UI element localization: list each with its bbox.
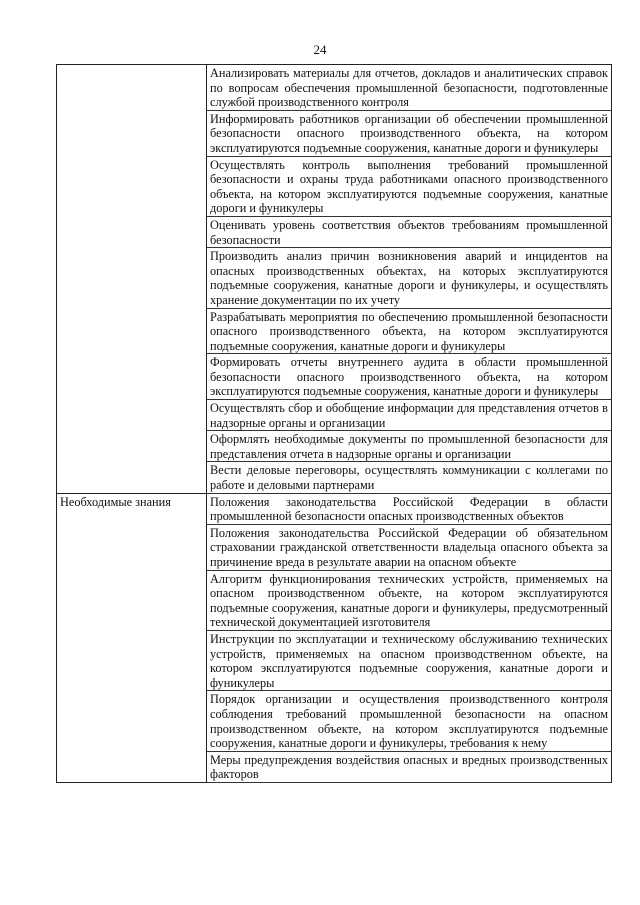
row-label-necessary-knowledge: Необходимые знания bbox=[57, 493, 207, 782]
row-label-cell-empty bbox=[57, 65, 207, 494]
item-cell bbox=[207, 216, 612, 247]
item-text: Формировать отчеты внутреннего аудита в области промышленной безопасности опасного производственного объекта, на котором эксплуатируются подъемные сооружения, канатные дороги и фуникулеры bbox=[210, 355, 608, 399]
item-text: Алгоритм функционирования технических устройств, применяемых на опасном производственном объекте, на котором эксплуатируются подъемные сооружения, канатные дороги и фуникулеры, предусмотренный технической документацией изготовителя bbox=[210, 571, 608, 630]
item-text: Разрабатывать мероприятия по обеспечению промышленной безопасности опасного производственного объекта, на котором эксплуатируются подъемные сооружения, канатные дороги и фуникулеры bbox=[210, 309, 608, 353]
item-cell bbox=[207, 354, 612, 400]
item-text: Инструкции по эксплуатации и техническому обслуживанию технических устройств, применяемых на опасном производственном объекте, на котором эксплуатируются подъемные сооружения, канатные дороги и фуникулеры bbox=[210, 631, 608, 690]
item-cell bbox=[207, 400, 612, 431]
item-cell bbox=[207, 691, 612, 751]
item-cell bbox=[207, 524, 612, 570]
item-cell bbox=[207, 493, 612, 524]
item-cell bbox=[207, 431, 612, 462]
item-text: Осуществлять контроль выполнения требований промышленной безопасности и охраны труда работниками опасного производственного объекта, на котором эксплуатируются подъемные сооружения, канатные дороги и фуникулеры bbox=[210, 157, 608, 216]
item-text: Информировать работников организации об обеспечении промышленной безопасности опасного производственного объекта, на котором эксплуатируются подъемные сооружения, канатные дороги и фуникулеры bbox=[210, 111, 608, 155]
item-cell bbox=[207, 462, 612, 493]
item-text: Положения законодательства Российской Федерации в области промышленной безопасности опасных производственных объектов bbox=[210, 494, 608, 524]
item-text: Оформлять необходимые документы по промышленной безопасности для представления отчета в надзорные органы и организации bbox=[210, 432, 608, 461]
page-number: 24 bbox=[313, 42, 327, 57]
item-text: Положения законодательства Российской Федерации об обязательном страховании гражданской ответственности владельца опасного объекта за причинение вреда в результате аварии на опасном объекте bbox=[210, 525, 608, 569]
item-cell bbox=[207, 156, 612, 216]
item-cell bbox=[207, 570, 612, 630]
item-cell bbox=[207, 65, 612, 111]
item-text: Меры предупреждения воздействия опасных и вредных производственных факторов bbox=[210, 752, 608, 782]
table-row bbox=[57, 65, 612, 111]
item-text: Производить анализ причин возникновения аварий и инцидентов на опасных производственных объектах, на которых эксплуатируются подъемные сооружения, канатные дороги и фуникулеры, и осуществлять хранение документации по их учету bbox=[210, 249, 608, 307]
item-cell bbox=[207, 248, 612, 308]
item-text: Вести деловые переговоры, осуществлять коммуникации с коллегами по работе и деловыми партнерами bbox=[210, 463, 608, 493]
item-text: Анализировать материалы для отчетов, докладов и аналитических справок по вопросам обеспечения промышленной безопасности, подготовленные службой производственного контроля bbox=[210, 66, 608, 110]
table-row bbox=[57, 493, 612, 524]
item-cell bbox=[207, 630, 612, 690]
table-body bbox=[57, 65, 612, 783]
item-cell bbox=[207, 308, 612, 354]
item-cell bbox=[207, 110, 612, 156]
item-text: Осуществлять сбор и обобщение информации для представления отчетов в надзорные органы и организации bbox=[210, 401, 608, 430]
item-text: Порядок организации и осуществления производственного контроля соблюдения требований промышленной безопасности на опасном производственном объекте, на котором эксплуатируются подъемные сооружения, канатные дороги и фуникулеры, требования к нему bbox=[210, 692, 608, 751]
competency-table bbox=[56, 64, 612, 783]
item-cell bbox=[207, 751, 612, 782]
item-text: Оценивать уровень соответствия объектов требованиям промышленной безопасности bbox=[210, 217, 608, 247]
